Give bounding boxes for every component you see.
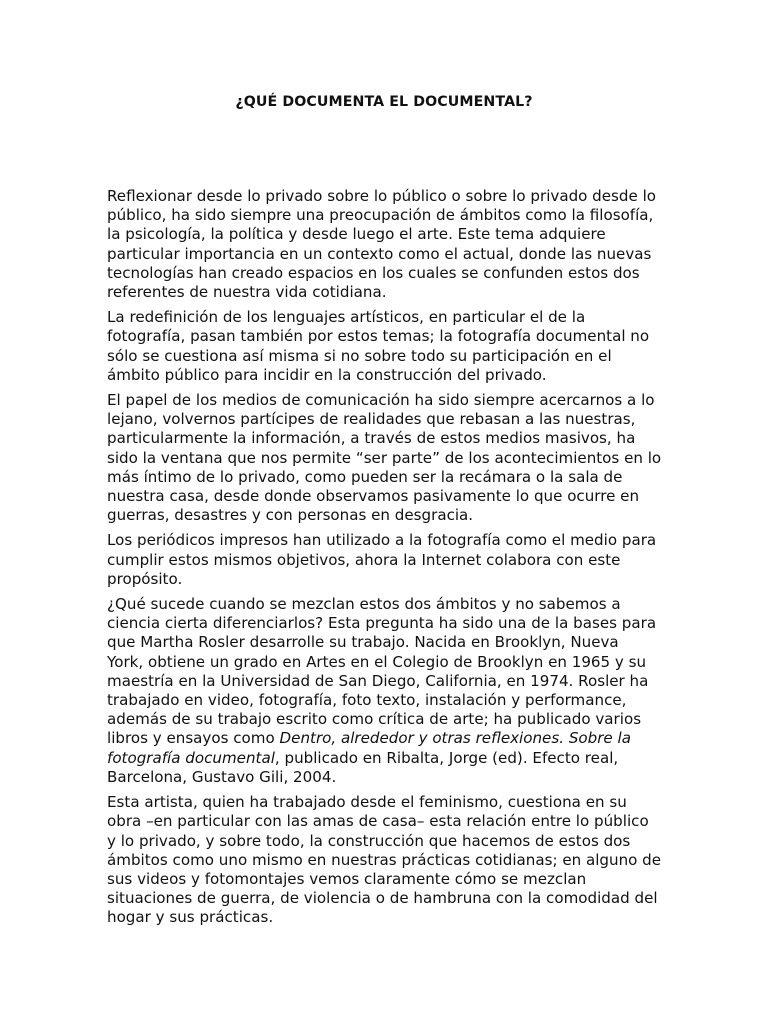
paragraph-line: situaciones de guerra, de violencia o de hambruna con la comodidad del (107, 889, 658, 908)
paragraph-5 (107, 595, 667, 787)
paragraph-line: cumplir estos mismos objetivos, ahora la Internet colabora con este (107, 550, 621, 569)
paragraph-line: particular importancia en un contexto como el actual, donde las nuevas (107, 244, 652, 263)
citation-text: , publicado en Ribalta, Jorge (ed). Efecto real, (274, 748, 619, 767)
paragraph-line: particularmente la información, a través de estos medios masivos, ha (107, 429, 636, 448)
paragraph-line: además de su trabajo escrito como crítica de arte; ha publicado varios (107, 710, 642, 729)
paragraph-line: ¿Qué sucede cuando se mezclan estos dos ámbitos y no sabemos a (107, 595, 621, 614)
paragraph-line: maestría en la Universidad de San Diego, California, en 1974. Rosler ha (107, 671, 649, 690)
paragraph-line: El papel de los medios de comunicación ha sido siempre acercarnos a lo (107, 391, 655, 410)
paragraph-line: tecnologías han creado espacios en los cuales se confunden estos dos (107, 263, 640, 282)
book-title-italic: Dentro, alrededor y otras reflexiones (279, 729, 560, 748)
paragraph-4 (107, 531, 667, 589)
paragraph-line: lejano, volvernos partícipes de realidades que rebasan a las nuestras, (107, 410, 636, 429)
paragraph-2 (107, 308, 667, 385)
paragraph-line: público, ha sido siempre una preocupación de ámbitos como la filosofía, (107, 206, 654, 225)
document-title: ¿QUÉ DOCUMENTA EL DOCUMENTAL? (235, 94, 533, 110)
paragraph-line: Los periódicos impresos han utilizado a la fotografía como el medio para (107, 531, 657, 550)
paragraph-3 (107, 391, 667, 525)
paragraph-6 (107, 793, 667, 927)
paragraph-line: Esta artista, quien ha trabajado desde el feminismo, cuestiona en su (107, 793, 627, 812)
document-body (107, 187, 667, 934)
paragraph-line: ámbitos como uno mismo en nuestras prácticas cotidianas; en alguno de (107, 850, 662, 869)
paragraph-line-citation (107, 749, 667, 768)
separator-italic: . (559, 729, 569, 748)
paragraph-line: fotografía, pasan también por estos temas; la fotografía documental no (107, 327, 650, 346)
citation-text: libros y ensayos como (107, 729, 280, 748)
paragraph-line: trabajado en video, fotografía, foto texto, instalación y performance, (107, 691, 627, 710)
paragraph-line: la psicología, la política y desde luego el arte. Este tema adquiere (107, 225, 606, 244)
paragraph-line: ciencia cierta diferenciarlos? Esta pregunta ha sido una de la bases para (107, 614, 657, 633)
paragraph-line: propósito. (107, 569, 183, 588)
essay-title-italic-cont: fotografía documental (107, 748, 275, 767)
paragraph-line-citation (107, 729, 667, 748)
paragraph-line: obra –en particular con las amas de casa– esta relación entre lo público (107, 812, 649, 831)
essay-title-italic: Sobre la (568, 729, 631, 748)
paragraph-line: sus videos y fotomontajes vemos claramente cómo se mezclan (107, 869, 587, 888)
paragraph-line: guerras, desastres y con personas en desgracia. (107, 506, 474, 525)
paragraph-line: La redefinición de los lenguajes artísticos, en particular el de la (107, 308, 586, 327)
paragraph-line: y lo privado, y sobre todo, la construcción que hacemos de estos dos (107, 831, 631, 850)
paragraph-line: nuestra casa, desde donde observamos pasivamente lo que ocurre en (107, 487, 640, 506)
paragraph-line: sido la ventana que nos permite “ser parte” de los acontecimientos en lo (107, 448, 662, 467)
paragraph-line: hogar y sus prácticas. (107, 908, 274, 927)
paragraph-line: ámbito público para incidir en la construcción del privado. (107, 365, 547, 384)
paragraph-line: Reflexionar desde lo privado sobre lo público o sobre lo privado desde lo (107, 187, 657, 205)
paragraph-line: sólo se cuestiona así misma si no sobre todo su participación en el (107, 346, 612, 365)
paragraph-line: que Martha Rosler desarrolle su trabajo. Nacida en Brooklyn, Nueva (107, 633, 619, 652)
paragraph-1 (107, 187, 667, 302)
paragraph-line: Barcelona, Gustavo Gili, 2004. (107, 767, 337, 786)
paragraph-line: más íntimo de lo privado, como pueden ser la recámara o la sala de (107, 467, 623, 486)
paragraph-line: York, obtiene un grado en Artes en el Colegio de Brooklyn en 1965 y su (107, 652, 647, 671)
paragraph-line: referentes de nuestra vida cotidiana. (107, 283, 387, 302)
